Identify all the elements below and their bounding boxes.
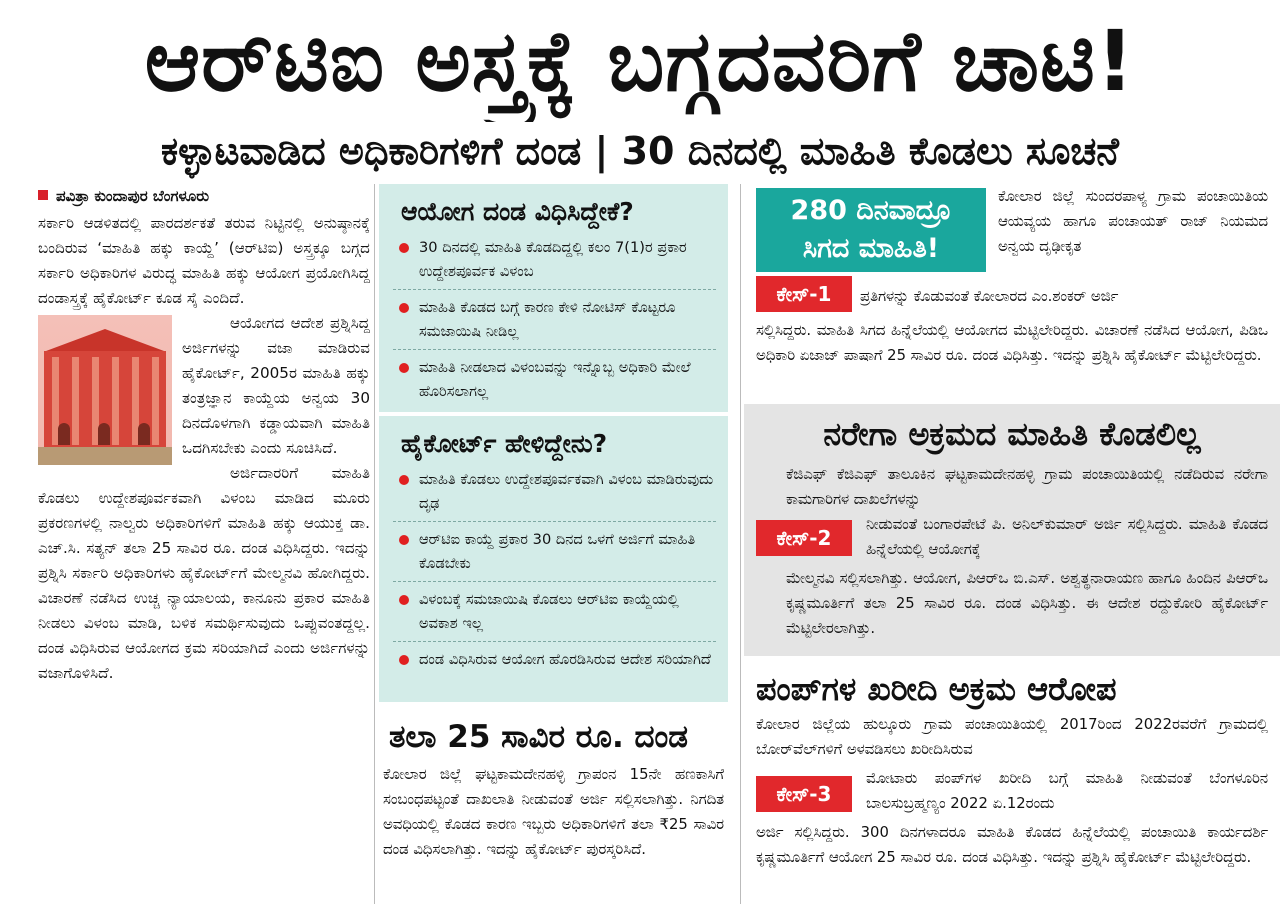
callout-line-1: 280 ದಿನವಾದ್ರೂ	[790, 195, 952, 226]
case2-title: ನರೇಗಾ ಅಕ್ರಮದ ಮಾಹಿತಿ ಕೊಡಲಿಲ್ಲ	[823, 415, 1201, 453]
photo-roof	[46, 329, 164, 351]
list-item: ಆರ್‌ಟಿಐ ಕಾಯ್ದೆ ಪ್ರಕಾರ 30 ದಿನದ ಒಳಗೆ ಅರ್ಜಿಗೆ ಮಾಹಿತಿ ಕೊಡಬೇಕು	[393, 528, 716, 582]
red-dot-icon	[399, 303, 409, 313]
story-intro	[38, 211, 370, 311]
list-item: ದಂಡ ವಿಧಿಸಿರುವ ಆಯೋಗ ಹೊರಡಿಸಿರುವ ಆದೇಶ ಸರಿಯಾಗಿದೆ	[393, 648, 716, 677]
story-paragraph-3: ಅರ್ಜಿದಾರರಿಗೆ ಮಾಹಿತಿ ಕೊಡಲು ಉದ್ದೇಶಪೂರ್ವಕವಾಗಿ ವಿಳಂಬ ಮಾಡಿದ ಮೂರು ಪ್ರಕರಣಗಳಲ್ಲಿ ನಾಲ್ವರು ಅಧಿಕಾರಿಗಳಿಗೆ ಮಾಹಿತಿ ಹಕ್ಕು ಆಯುಕ್ತ ಡಾ. ಎಚ್.ಸಿ. ಸತ್ಯನ್ ತಲಾ 25 ಸಾವಿರ ರೂ. ದಂಡ ವಿಧಿಸಿದ್ದರು. ಇದನ್ನು ಪ್ರಶ್ನಿಸಿ ಸರ್ಕಾರಿ ಅಧಿಕಾರಿಗಳು ಹೈಕೋರ್ಟ್‌ಗೆ ಮೇಲ್ಮನವಿ ಹೋಗಿದ್ದರು. ವಿಚಾರಣೆ ನಡೆಸಿದ ಉಚ್ಚ ನ್ಯಾಯಾಲಯ, ಕಾನೂನು ಪ್ರಕಾರ ಮಾಹಿತಿ ನೀಡಲು ವಿಳಂಬ ಮಾಡಿ, ಬಳಿಕ ಸಮರ್ಥಿಸುವುದು ಒಪ್ಪುವಂತದ್ದಲ್ಲ. ದಂಡ ವಿಧಿಸಿರುವ ಆಯೋಗದ ಕ್ರಮ ಸರಿಯಾಗಿದೆ ಎಂದು ಅರ್ಜಿಗಳನ್ನು ವಜಾಗೊಳಿಸಿದೆ.	[38, 464, 370, 682]
red-dot-icon	[399, 363, 409, 373]
list-item: ವಿಳಂಬಕ್ಕೆ ಸಮಜಾಯಿಷಿ ಕೊಡಲು ಆರ್‌ಟಿಐ ಕಾಯ್ದೆಯಲ್ಲಿ ಅವಕಾಶ ಇಲ್ಲ	[393, 588, 716, 642]
why-penalty-box	[379, 184, 728, 412]
case1-badge: ಕೇಸ್-1	[756, 276, 852, 312]
high-court-said-title: ಹೈಕೋರ್ಟ್ ಹೇಳಿದ್ದೇನು?	[401, 429, 608, 458]
high-court-said-box	[379, 416, 728, 702]
case2-text-a: ಕೆಜಿಎಫ್ ಕೆಜಿಎಫ್ ತಾಲೂಕಿನ ಘಟ್ಟಕಾಮದೇನಹಳ್ಳಿ ಗ್ರಾಮ ಪಂಚಾಯಿತಿಯಲ್ಲಿ ನಡೆದಿರುವ ನರೇಗಾ ಕಾಮಗಾರಿಗಳ ದಾಖಲೆಗಳನ್ನು	[786, 466, 1268, 508]
penalty-story-title: ತಲಾ 25 ಸಾವಿರ ರೂ. ದಂಡ	[389, 719, 689, 755]
column-rule-right	[740, 184, 741, 904]
story-paragraph-2: ಆಯೋಗದ ಆದೇಶ ಪ್ರಶ್ನಿಸಿದ್ದ ಅರ್ಜಿಗಳನ್ನು ವಜಾ ಮಾಡಿರುವ ಹೈಕೋರ್ಟ್, 2005ರ ಮಾಹಿತಿ ಹಕ್ಕು ತಂತ್ರಜ್ಞಾನ ಕಾಯ್ದೆಯ ಅನ್ವಯ 30 ದಿನದೊಳಗಾಗಿ ಕಡ್ಡಾಯವಾಗಿ ಮಾಹಿತಿ ಒದಗಿಸಬೇಕು ಎಂದು ಸೂಚಿಸಿದೆ.	[182, 314, 370, 457]
case2-text-b: ನೀಡುವಂತೆ ಬಂಗಾರಪೇಟೆ ಪಿ. ಅನಿಲ್‌ಕುಮಾರ್ ಅರ್ಜಿ ಸಲ್ಲಿಸಿದ್ದರು. ಮಾಹಿತಿ ಕೊಡದ ಹಿನ್ನೆಲೆಯಲ್ಲಿ ಆಯೋಗಕ್ಕೆ	[866, 516, 1268, 558]
case2-badge: ಕೇಸ್-2	[756, 520, 852, 556]
red-dot-icon	[399, 535, 409, 545]
list-item: ಮಾಹಿತಿ ಕೊಡಲು ಉದ್ದೇಶಪೂರ್ವಕವಾಗಿ ವಿಳಂಬ ಮಾಡಿರುವುದು ದೃಢ	[393, 468, 716, 522]
penalty-story-body: ಕೋಲಾರ ಜಿಲ್ಲೆ ಘಟ್ಟಕಾಮದೇನಹಳ್ಳಿ ಗ್ರಾಪಂನ 15ನೇ ಹಣಕಾಸಿಗೆ ಸಂಬಂಧಪಟ್ಟಂತೆ ದಾಖಲಾತಿ ನೀಡುವಂತೆ ಅರ್ಜಿ ಸಲ್ಲಿಸಲಾಗಿತ್ತು. ನಿಗದಿತ ಅವಧಿಯಲ್ಲಿ ಕೊಡದ ಕಾರಣ ಇಬ್ಬರು ಅಧಿಕಾರಿಗಳಿಗೆ ತಲಾ ₹25 ಸಾವಿರ ದಂಡ ವಿಧಿಸಲಾಗಿತ್ತು. ಇದನ್ನು ಹೈಕೋರ್ಟ್ ಪುರಸ್ಕರಿಸಿದೆ.	[383, 766, 724, 858]
case3-text-c: ಅರ್ಜಿ ಸಲ್ಲಿಸಿದ್ದರು. 300 ದಿನಗಳಾದರೂ ಮಾಹಿತಿ ಕೊಡದ ಹಿನ್ನೆಲೆಯಲ್ಲಿ ಪಂಚಾಯಿತಿ ಕಾರ್ಯದರ್ಶಿ ಕೃಷ್ಣಮೂರ್ತಿಗೆ ಆಯೋಗ 25 ಸಾವಿರ ರೂ. ದಂಡ ವಿಧಿಸಿತ್ತು. ಇದನ್ನು ಪ್ರಶ್ನಿಸಿ ಹೈಕೋರ್ಟ್ ಮೆಟ್ಟಿಲೇರಿದ್ದರು.	[756, 824, 1268, 866]
list-item: ಮಾಹಿತಿ ನೀಡಲಾದ ವಿಳಂಬವನ್ನು ಇನ್ನೊಬ್ಬ ಅಧಿಕಾರಿ ಮೇಲೆ ಹೊರಿಸಲಾಗಲ್ಲ	[393, 356, 716, 409]
red-dot-icon	[399, 243, 409, 253]
case1-text-a: ಕೋಲಾರ ಜಿಲ್ಲೆ ಸುಂದರಪಾಳ್ಯ ಗ್ರಾಮ ಪಂಚಾಯಿತಿಯ ಆಯವ್ಯಯ ಹಾಗೂ ಪಂಚಾಯತ್ ರಾಜ್ ನಿಯಮದ ಅನ್ವಯ ದೃಢೀಕೃತ	[998, 188, 1268, 255]
callout-box	[756, 188, 986, 272]
subheadline: ಕಳ್ಳಾಟವಾಡಿದ ಅಧಿಕಾರಿಗಳಿಗೆ ದಂಡ | 30 ದಿನದಲ್ಲಿ ಮಾಹಿತಿ ಕೊಡಲು ಸೂಚನೆ	[161, 129, 1119, 173]
left-column-story	[38, 184, 370, 904]
byline-text: ಪವಿತ್ರಾ ಕುಂದಾಪುರ ಬೆಂಗಳೂರು	[56, 187, 209, 205]
bullet-square-icon	[38, 190, 48, 200]
list-item: 30 ದಿನದಲ್ಲಿ ಮಾಹಿತಿ ಕೊಡದಿದ್ದಲ್ಲಿ ಕಲಂ 7(1)ರ ಪ್ರಕಾರ ಉದ್ದೇಶಪೂರ್ವಕ ವಿಳಂಬ	[393, 236, 716, 290]
case1-text-b: ಪ್ರತಿಗಳನ್ನು ಕೊಡುವಂತೆ ಕೋಲಾರದ ಎಂ.ಶಂಕರ್ ಅರ್ಜಿ	[860, 288, 1119, 305]
column-rule-left	[374, 184, 375, 904]
red-dot-icon	[399, 655, 409, 665]
case3-text-b: ಮೋಟಾರು ಪಂಪ್‌ಗಳ ಖರೀದಿ ಬಗ್ಗೆ ಮಾಹಿತಿ ನೀಡುವಂತೆ ಬೆಂಗಳೂರಿನ ಬಾಲಸುಬ್ರಹ್ಮಣ್ಯಂ 2022 ಏ.12ರಂದು	[866, 770, 1268, 812]
case2-text-c: ಮೇಲ್ಮನವಿ ಸಲ್ಲಿಸಲಾಗಿತ್ತು. ಆಯೋಗ, ಪಿಆರ್‌ಒ ಬಿ.ಎಸ್. ಅಶ್ವತ್ಥನಾರಾಯಣ ಹಾಗೂ ಹಿಂದಿನ ಪಿಆರ್‌ಒ ಕೃಷ್ಣಮೂರ್ತಿಗೆ ತಲಾ 25 ಸಾವಿರ ರೂ. ದಂಡ ವಿಧಿಸಿತ್ತು. ಈ ಆದೇಶ ರದ್ದುಕೋರಿ ಹೈಕೋರ್ಟ್ ಮೆಟ್ಟಿಲೇರಲಾಗಿತ್ತು.	[786, 570, 1268, 637]
case3-badge: ಕೇಸ್-3	[756, 776, 852, 812]
list-item: ಮಾಹಿತಿ ಕೊಡದ ಬಗ್ಗೆ ಕಾರಣ ಕೇಳಿ ನೋಟಿಸ್ ಕೊಟ್ಟರೂ ಸಮಜಾಯಿಷಿ ನೀಡಿಲ್ಲ	[393, 296, 716, 350]
story-intro-text: ಸರ್ಕಾರಿ ಆಡಳಿತದಲ್ಲಿ ಪಾರದರ್ಶಕತೆ ತರುವ ನಿಟ್ಟಿನಲ್ಲಿ ಅನುಷ್ಠಾನಕ್ಕೆ ಬಂದಿರುವ ‘ಮಾಹಿತಿ ಹಕ್ಕು ಕಾಯ್ದೆ’ (ಆರ್‌ಟಿಐ) ಅಸ್ತ್ರಕ್ಕೂ ಬಗ್ಗದ ಸರ್ಕಾರಿ ಅಧಿಕಾರಿಗಳ ವಿರುದ್ಧ ಮಾಹಿತಿ ಹಕ್ಕು ಆಯೋಗ ಪ್ರಯೋಗಿಸಿದ್ದ ದಂಡಾಸ್ತ್ರಕ್ಕೆ ಹೈಕೋರ್ಟ್ ಕೂಡ ಸೈ ಎಂದಿದೆ.	[38, 214, 370, 307]
byline	[38, 184, 370, 209]
penalty-story	[379, 712, 728, 904]
case1-text-c: ಸಲ್ಲಿಸಿದ್ದರು. ಮಾಹಿತಿ ಸಿಗದ ಹಿನ್ನೆಲೆಯಲ್ಲಿ ಆಯೋಗದ ಮೆಟ್ಟಿಲೇರಿದ್ದರು. ವಿಚಾರಣೆ ನಡೆಸಿದ ಆಯೋಗ, ಪಿಡಿಒ ಅಧಿಕಾರಿ ಏಜಾಜ್ ಪಾಷಾಗೆ 25 ಸಾವಿರ ರೂ. ದಂಡ ವಿಧಿಸಿತ್ತು. ಇದನ್ನು ಪ್ರಶ್ನಿಸಿ ಹೈಕೋರ್ಟ್ ಮೆಟ್ಟಿಲೇರಿದ್ದರು.	[756, 322, 1268, 364]
case3-text-a: ಕೋಲಾರ ಜಿಲ್ಲೆಯ ಹುಲ್ಕೂರು ಗ್ರಾಮ ಪಂಚಾಯಿತಿಯಲ್ಲಿ 2017ರಿಂದ 2022ರವರೆಗೆ ಗ್ರಾಮದಲ್ಲಿ ಬೋರ್‌ವೆಲ್‌ಗಳಿಗೆ ಅಳವಡಿಸಲು ಖರೀದಿಸಿರುವ	[756, 716, 1268, 758]
high-court-photo	[38, 315, 172, 465]
why-penalty-title: ಆಯೋಗ ದಂಡ ವಿಧಿಸಿದ್ದೇಕೆ?	[401, 197, 634, 226]
red-dot-icon	[399, 475, 409, 485]
red-dot-icon	[399, 595, 409, 605]
callout-line-2: ಸಿಗದ ಮಾಹಿತಿ!	[802, 233, 940, 264]
case3-title: ಪಂಪ್‌ಗಳ ಖರೀದಿ ಅಕ್ರಮ ಆರೋಪ	[756, 670, 1117, 708]
headline: ಆರ್‌ಟಿಐ ಅಸ್ತ್ರಕ್ಕೆ ಬಗ್ಗದವರಿಗೆ ಚಾಟಿ!	[144, 12, 1136, 110]
